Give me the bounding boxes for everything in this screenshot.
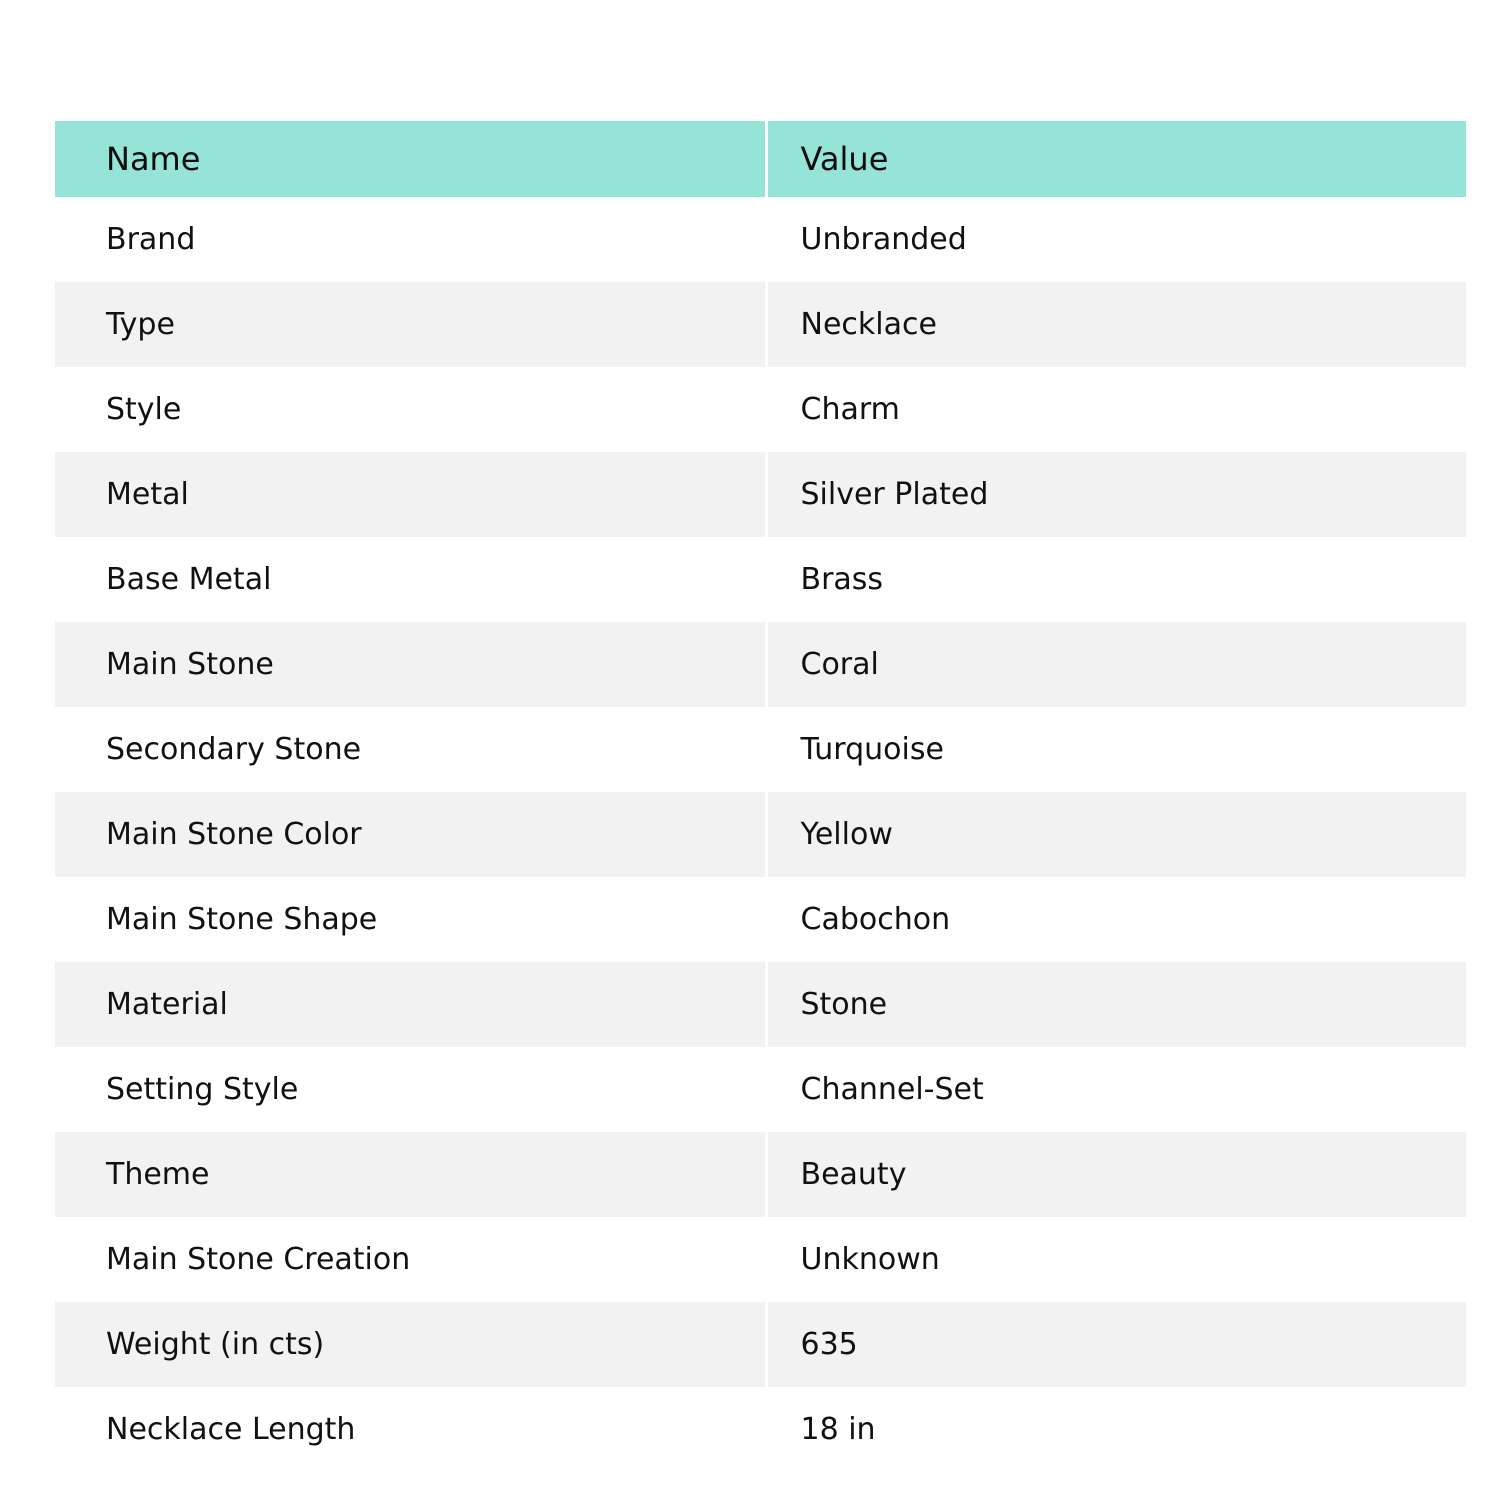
header-row	[55, 121, 1466, 197]
row-name-cell: Setting Style	[106, 1072, 299, 1107]
table-row	[55, 1047, 1466, 1132]
row-name-cell: Style	[106, 392, 182, 427]
table-row	[55, 1217, 1466, 1302]
table-header	[55, 121, 1466, 197]
row-value-cell: Necklace	[766, 282, 1466, 367]
row-value-cell: 18 in	[766, 1387, 1466, 1472]
row-value-cell: Cabochon	[766, 877, 1466, 962]
row-value-cell: Charm	[766, 367, 1466, 452]
row-name-cell: Main Stone	[55, 622, 766, 707]
table-row	[55, 452, 1466, 537]
row-name-cell: Base Metal	[106, 562, 272, 597]
row-name-cell: Brand	[106, 222, 196, 257]
table-row	[55, 282, 1466, 367]
table-row	[55, 197, 1466, 282]
row-value-cell: Brass	[766, 537, 1466, 622]
row-value-cell: Turquoise	[766, 707, 1466, 792]
table-row	[55, 1302, 1466, 1387]
row-name-cell: Metal	[55, 452, 766, 537]
row-value-cell: Coral	[766, 622, 1466, 707]
row-name-cell: Theme	[55, 1132, 766, 1217]
column-header-value: Value	[766, 121, 1466, 197]
row-value-cell: 635	[766, 1302, 1466, 1387]
row-name-cell: Weight (in cts)	[55, 1302, 766, 1387]
row-name-cell: Main Stone Shape	[106, 902, 378, 937]
spec-table	[55, 121, 1466, 1472]
row-value-cell: Stone	[766, 962, 1466, 1047]
table-row	[55, 962, 1466, 1047]
row-name-cell: Main Stone Creation	[106, 1242, 411, 1277]
table-row	[55, 877, 1466, 962]
table-row	[55, 622, 1466, 707]
table-row	[55, 537, 1466, 622]
table-body	[55, 197, 1466, 1472]
row-name-cell: Main Stone Color	[55, 792, 766, 877]
table-row	[55, 1132, 1466, 1217]
row-value-cell: Yellow	[766, 792, 1466, 877]
row-name-cell: Type	[55, 282, 766, 367]
row-name-cell: Necklace Length	[106, 1412, 356, 1447]
table-row	[55, 707, 1466, 792]
table-row	[55, 1387, 1466, 1472]
row-value-cell: Beauty	[766, 1132, 1466, 1217]
row-name-cell: Secondary Stone	[106, 732, 362, 767]
column-header-name: Name	[55, 121, 766, 197]
row-name-cell: Material	[55, 962, 766, 1047]
row-value-cell: Silver Plated	[766, 452, 1466, 537]
row-value-cell: Unbranded	[766, 197, 1466, 282]
row-value-cell: Unknown	[766, 1217, 1466, 1302]
table-row	[55, 792, 1466, 877]
row-value-cell: Channel-Set	[766, 1047, 1466, 1132]
table-row	[55, 367, 1466, 452]
